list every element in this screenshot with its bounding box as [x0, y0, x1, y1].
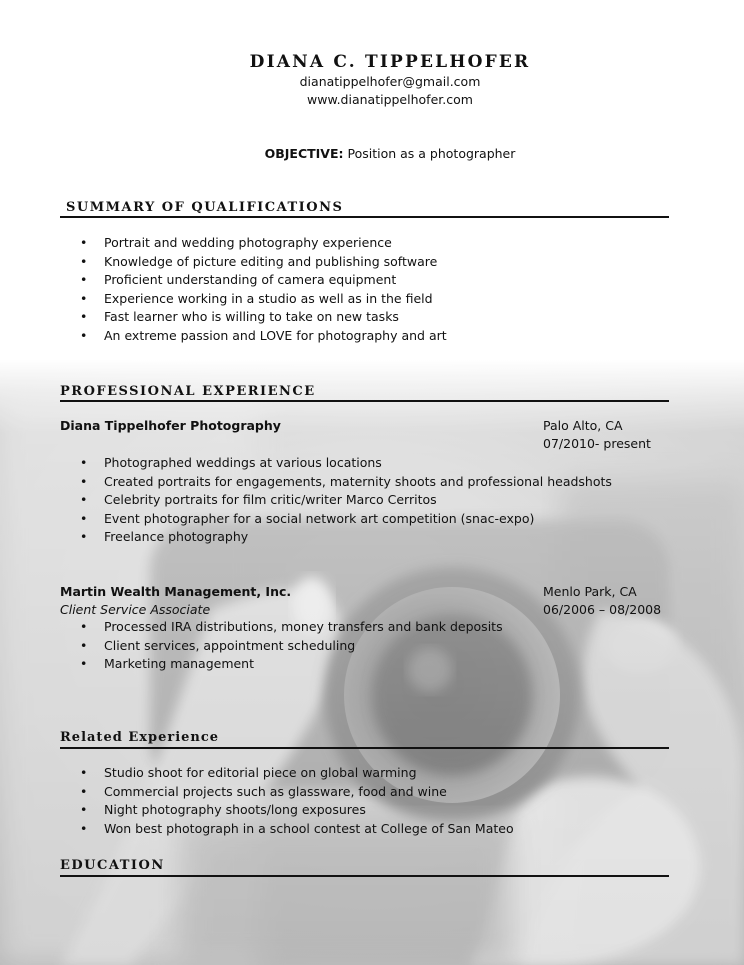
list-item: • Commercial projects such as glassware, food and wine — [80, 783, 514, 802]
related-list — [80, 764, 514, 838]
objective-text: Position as a photographer — [343, 146, 516, 161]
list-item: • Knowledge of picture editing and publishing software — [80, 253, 447, 272]
list-item: • Portrait and wedding photography experience — [80, 234, 447, 253]
email-text: dianatippelhofer@gmail.com — [299, 74, 481, 89]
list-item: • Proficient understanding of camera equipment — [80, 271, 447, 290]
list-item: • An extreme passion and LOVE for photography and art — [80, 327, 447, 346]
list-item: • Created portraits for engagements, maternity shoots and professional headshots — [80, 473, 612, 492]
job-dates: 06/2006 – 08/2008 — [543, 602, 662, 617]
list-item: • Studio shoot for editorial piece on global warming — [80, 764, 514, 783]
education-divider — [60, 875, 669, 877]
job-location-dates — [543, 583, 661, 619]
objective-label: OBJECTIVE: — [264, 146, 344, 161]
related-divider — [60, 747, 669, 749]
list-item: • Processed IRA distributions, money transfers and bank deposits — [80, 618, 503, 637]
list-item: • Marketing management — [80, 655, 503, 674]
list-item: • Freelance photography — [80, 528, 612, 547]
job-location: Menlo Park, CA — [543, 584, 637, 599]
job-duties-list — [80, 618, 503, 674]
list-item: • Photographed weddings at various locations — [80, 454, 612, 473]
job-title: Client Service Associate — [60, 602, 211, 617]
summary-list — [80, 234, 447, 346]
list-item: • Celebrity portraits for film critic/writer Marco Cerritos — [80, 491, 612, 510]
job-duties-list — [80, 454, 612, 547]
list-item: • Fast learner who is willing to take on new tasks — [80, 308, 447, 327]
related-heading: Related Experience — [60, 730, 220, 745]
candidate-name: DIANA C. TIPPELHOFER — [249, 52, 531, 72]
job-location-dates — [543, 417, 651, 453]
job-location: Palo Alto, CA — [543, 418, 623, 433]
summary-heading: SUMMARY OF QUALIFICATIONS — [66, 200, 344, 215]
summary-divider — [60, 216, 669, 218]
employer-name: Diana Tippelhofer Photography — [60, 418, 281, 433]
professional-heading: PROFESSIONAL EXPERIENCE — [60, 384, 316, 399]
list-item: • Night photography shoots/long exposures — [80, 801, 514, 820]
list-item: • Won best photograph in a school contest at College of San Mateo — [80, 820, 514, 839]
employer-name: Martin Wealth Management, Inc. — [60, 584, 292, 599]
list-item: • Experience working in a studio as well as in the field — [80, 290, 447, 309]
education-heading: EDUCATION — [60, 858, 165, 873]
objective-line — [0, 146, 744, 161]
list-item: • Event photographer for a social network art competition (snac-expo) — [80, 510, 612, 529]
job-dates: 07/2010- present — [543, 436, 651, 451]
website-text: www.dianatippelhofer.com — [307, 92, 473, 107]
professional-divider — [60, 400, 669, 402]
list-item: • Client services, appointment scheduling — [80, 637, 503, 656]
